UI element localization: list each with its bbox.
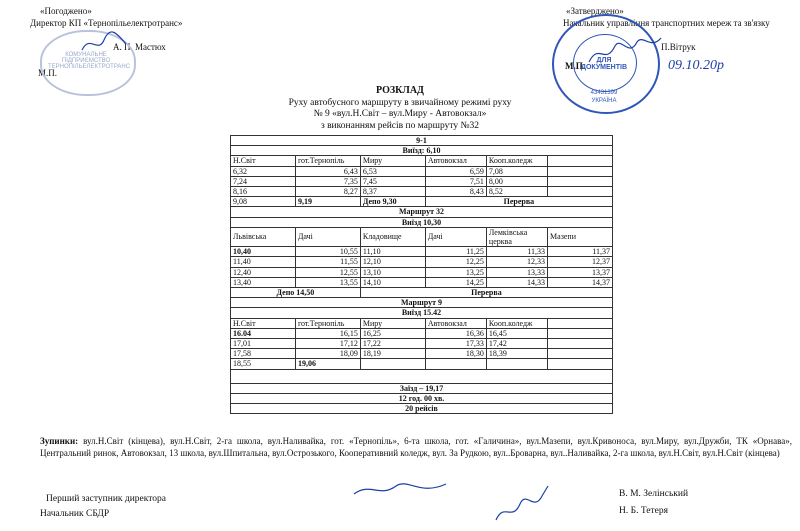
table-cell: 12,55 <box>295 267 360 277</box>
right-stamp-center: ДЛЯ ДОКУМЕНТІВ <box>580 57 628 71</box>
table-row <box>231 339 613 349</box>
table-row <box>231 288 613 298</box>
footer-row <box>231 393 613 403</box>
table-cell: 6,59 <box>425 166 486 176</box>
schedule-table <box>230 135 613 414</box>
table-cell: 6,43 <box>295 166 360 176</box>
approved-mp: М.П. <box>565 61 585 71</box>
table-cell: 14,10 <box>360 277 425 287</box>
table-cell: 13,40 <box>231 277 296 287</box>
table-cell <box>548 328 613 338</box>
table-header: Автовокзал <box>425 156 486 166</box>
table-cell: 17,33 <box>425 339 486 349</box>
table-header <box>548 318 613 328</box>
section-1-title-row <box>231 136 613 146</box>
table-cell <box>548 359 613 369</box>
table-cell: 14,37 <box>548 277 613 287</box>
title-heading: РОЗКЛАД <box>376 85 424 96</box>
section-1-depart: Виїзд: 6,10 <box>231 146 613 156</box>
table-cell: 8,27 <box>295 187 360 197</box>
table-cell <box>486 359 547 369</box>
table-cell: 18,09 <box>295 349 360 359</box>
table-cell <box>548 187 613 197</box>
section-1-title: 9-1 <box>231 136 613 146</box>
depot-cell: Депо 9,30 <box>360 197 425 207</box>
table-cell: 18,55 <box>231 359 296 369</box>
table-cell: 19,06 <box>295 359 360 369</box>
table-cell: 18,30 <box>425 349 486 359</box>
approved-label: «Затверджено» <box>566 6 624 16</box>
agreed-mp: М.П. <box>38 68 58 78</box>
approved-position: Начальник управління транспортних мереж та зв'язку <box>563 18 770 28</box>
table-cell: 14,25 <box>425 277 486 287</box>
table-cell: 8,37 <box>360 187 425 197</box>
table-header: Львівська <box>231 227 296 246</box>
table-row <box>231 166 613 176</box>
table-cell: 9,19 <box>295 197 360 207</box>
table-cell <box>360 359 425 369</box>
section-3-header-row <box>231 318 613 328</box>
table-cell: 17,22 <box>360 339 425 349</box>
table-row <box>231 359 613 369</box>
table-header: Миру <box>360 318 425 328</box>
table-cell: 13,10 <box>360 267 425 277</box>
table-cell: 11,10 <box>360 247 425 257</box>
left-stamp-text: КОМУНАЛЬНЕ ПІДПРИЄМСТВО ТЕРНОПІЛЬЕЛЕКТРОТРАНС <box>48 52 131 70</box>
table-cell: 18,39 <box>486 349 547 359</box>
table-cell: 8,16 <box>231 187 296 197</box>
table-cell: 7,08 <box>486 166 547 176</box>
section-1-header-row <box>231 156 613 166</box>
section-3-depart-row <box>231 308 613 318</box>
table-cell: 17,42 <box>486 339 547 349</box>
table-cell: 17,12 <box>295 339 360 349</box>
table-cell: 16.04 <box>231 328 296 338</box>
signature-2-icon <box>490 482 554 528</box>
table-cell: 7,35 <box>295 176 360 186</box>
table-cell: 7,45 <box>360 176 425 186</box>
table-cell <box>548 166 613 176</box>
table-cell: 6,53 <box>360 166 425 176</box>
stops-label: Зупинки: <box>40 436 79 446</box>
table-row <box>231 197 613 207</box>
table-cell: 16,15 <box>295 328 360 338</box>
table-cell: 10,40 <box>231 247 296 257</box>
table-header: Н.Світ <box>231 318 296 328</box>
signature-left-2: Начальник СБДР <box>40 509 110 519</box>
table-cell: 14,33 <box>486 277 547 287</box>
table-cell <box>548 349 613 359</box>
title-line-1: Руху автобусного маршруту в звичайному режимі руху <box>288 97 512 108</box>
table-cell: 12,10 <box>360 257 425 267</box>
pause-cell: Перерва <box>425 197 612 207</box>
depot-cell: Депо 14,50 <box>231 288 361 298</box>
table-cell: 8,00 <box>486 176 547 186</box>
footer-return: Заїзд – 19,17 <box>231 383 613 393</box>
table-cell: 11,33 <box>486 247 547 257</box>
table-cell: 8,43 <box>425 187 486 197</box>
section-3-title: Маршрут 9 <box>231 298 613 308</box>
title-line-2: № 9 «вул.Н.Світ – вул.Миру - Автовокзал» <box>313 109 487 119</box>
table-cell: 13,55 <box>295 277 360 287</box>
table-header <box>548 156 613 166</box>
table-row <box>231 328 613 338</box>
table-header: Кладовище <box>360 227 425 246</box>
right-signature-icon <box>585 32 665 68</box>
table-cell: 11,55 <box>295 257 360 267</box>
table-header: Кооп.коледж <box>486 318 547 328</box>
table-cell: 18,19 <box>360 349 425 359</box>
signature-1-icon <box>350 476 450 502</box>
signature-right-1: В. М. Зелінський <box>619 489 689 499</box>
table-cell: 17,58 <box>231 349 296 359</box>
left-signature-icon <box>80 30 130 58</box>
agreed-label: «Погоджено» <box>40 6 92 16</box>
table-cell <box>548 176 613 186</box>
document-title <box>230 85 570 132</box>
agreed-position: Директор КП «Тернопільелектротранс» <box>30 18 183 28</box>
table-header: гот.Тернопіль <box>295 156 360 166</box>
table-header: Лемківська церква <box>486 227 547 246</box>
table-cell: 8,52 <box>486 187 547 197</box>
table-cell: 17,01 <box>231 339 296 349</box>
table-row <box>231 257 613 267</box>
footer-trips: 20 рейсів <box>231 404 613 414</box>
table-header: гот.Тернопіль <box>295 318 360 328</box>
section-2-header-row <box>231 227 613 246</box>
table-header: Миру <box>360 156 425 166</box>
title-line-3: з виконанням рейсів по маршруту №32 <box>320 120 480 131</box>
table-cell: 16,36 <box>425 328 486 338</box>
table-cell: 7,24 <box>231 176 296 186</box>
agreed-signer: А. П. Мастюх <box>113 42 166 52</box>
table-row <box>231 176 613 186</box>
table-row <box>231 267 613 277</box>
section-2-depart-row <box>231 217 613 227</box>
table-cell: 12,37 <box>548 257 613 267</box>
table-cell: 9,08 <box>231 197 296 207</box>
section-2-depart: Виїзд 10,30 <box>231 217 613 227</box>
footer-row <box>231 404 613 414</box>
empty-cell <box>231 369 613 383</box>
approved-signer: П.Вітрук <box>661 42 696 52</box>
table-cell: 12,40 <box>231 267 296 277</box>
table-row <box>231 349 613 359</box>
table-cell: 16,45 <box>486 328 547 338</box>
table-cell: 11,25 <box>425 247 486 257</box>
table-cell: 6,32 <box>231 166 296 176</box>
signature-right-2: Н. Б. Тетеря <box>619 506 668 516</box>
table-cell: 11,37 <box>548 247 613 257</box>
section-1-depart-row <box>231 146 613 156</box>
approval-date: 09.10.20р <box>668 58 724 73</box>
table-cell: 11,40 <box>231 257 296 267</box>
table-cell <box>425 359 486 369</box>
table-header: Н.Світ <box>231 156 296 166</box>
table-header: Мазепи <box>548 227 613 246</box>
table-cell: 12,33 <box>486 257 547 267</box>
stops-paragraph <box>40 436 792 459</box>
table-cell <box>548 339 613 349</box>
section-3-title-row <box>231 298 613 308</box>
table-row <box>231 247 613 257</box>
table-header: Дачі <box>295 227 360 246</box>
table-cell: 13,33 <box>486 267 547 277</box>
right-stamp-country: УКРАЇНА <box>591 98 617 104</box>
stops-text: вул.Н.Світ (кінцева), вул.Н.Світ, 2-га школа, вул.Наливайка, гот. «Тернопіль», 6-та школа, гот. «Галичина», вул.Мазепи, вул.Кривоноса, вул.Миру, вул.Дружби, ТК «Орнава», Центральний ринок, Автовокзал, 13 школа, вул.Шпитальна, вул.Острозького, Кооперативний коледж, вул. За Рудкою, вул..Броварна, вул..Наливайка, 2-га школа, вул.Н.Світ, вул.Н.Світ (кінцева) <box>40 436 792 458</box>
table-cell: 13,37 <box>548 267 613 277</box>
section-2-title-row <box>231 207 613 217</box>
table-cell: 10,55 <box>295 247 360 257</box>
table-header: Автовокзал <box>425 318 486 328</box>
table-cell: 12,25 <box>425 257 486 267</box>
footer-duration: 12 год. 00 хв. <box>231 393 613 403</box>
table-header: Дачі <box>425 227 486 246</box>
table-header: Кооп.коледж <box>486 156 547 166</box>
empty-row <box>231 369 613 383</box>
right-stamp-code: 43431399 <box>590 90 618 96</box>
footer-row <box>231 383 613 393</box>
table-cell: 7,51 <box>425 176 486 186</box>
table-cell: 16,25 <box>360 328 425 338</box>
section-3-depart: Виїзд 15.42 <box>231 308 613 318</box>
section-2-title: Маршрут 32 <box>231 207 613 217</box>
table-row <box>231 187 613 197</box>
table-cell: 13,25 <box>425 267 486 277</box>
table-row <box>231 277 613 287</box>
pause-cell: Перерва <box>360 288 612 298</box>
signature-left-1: Перший заступник директора <box>46 494 167 504</box>
